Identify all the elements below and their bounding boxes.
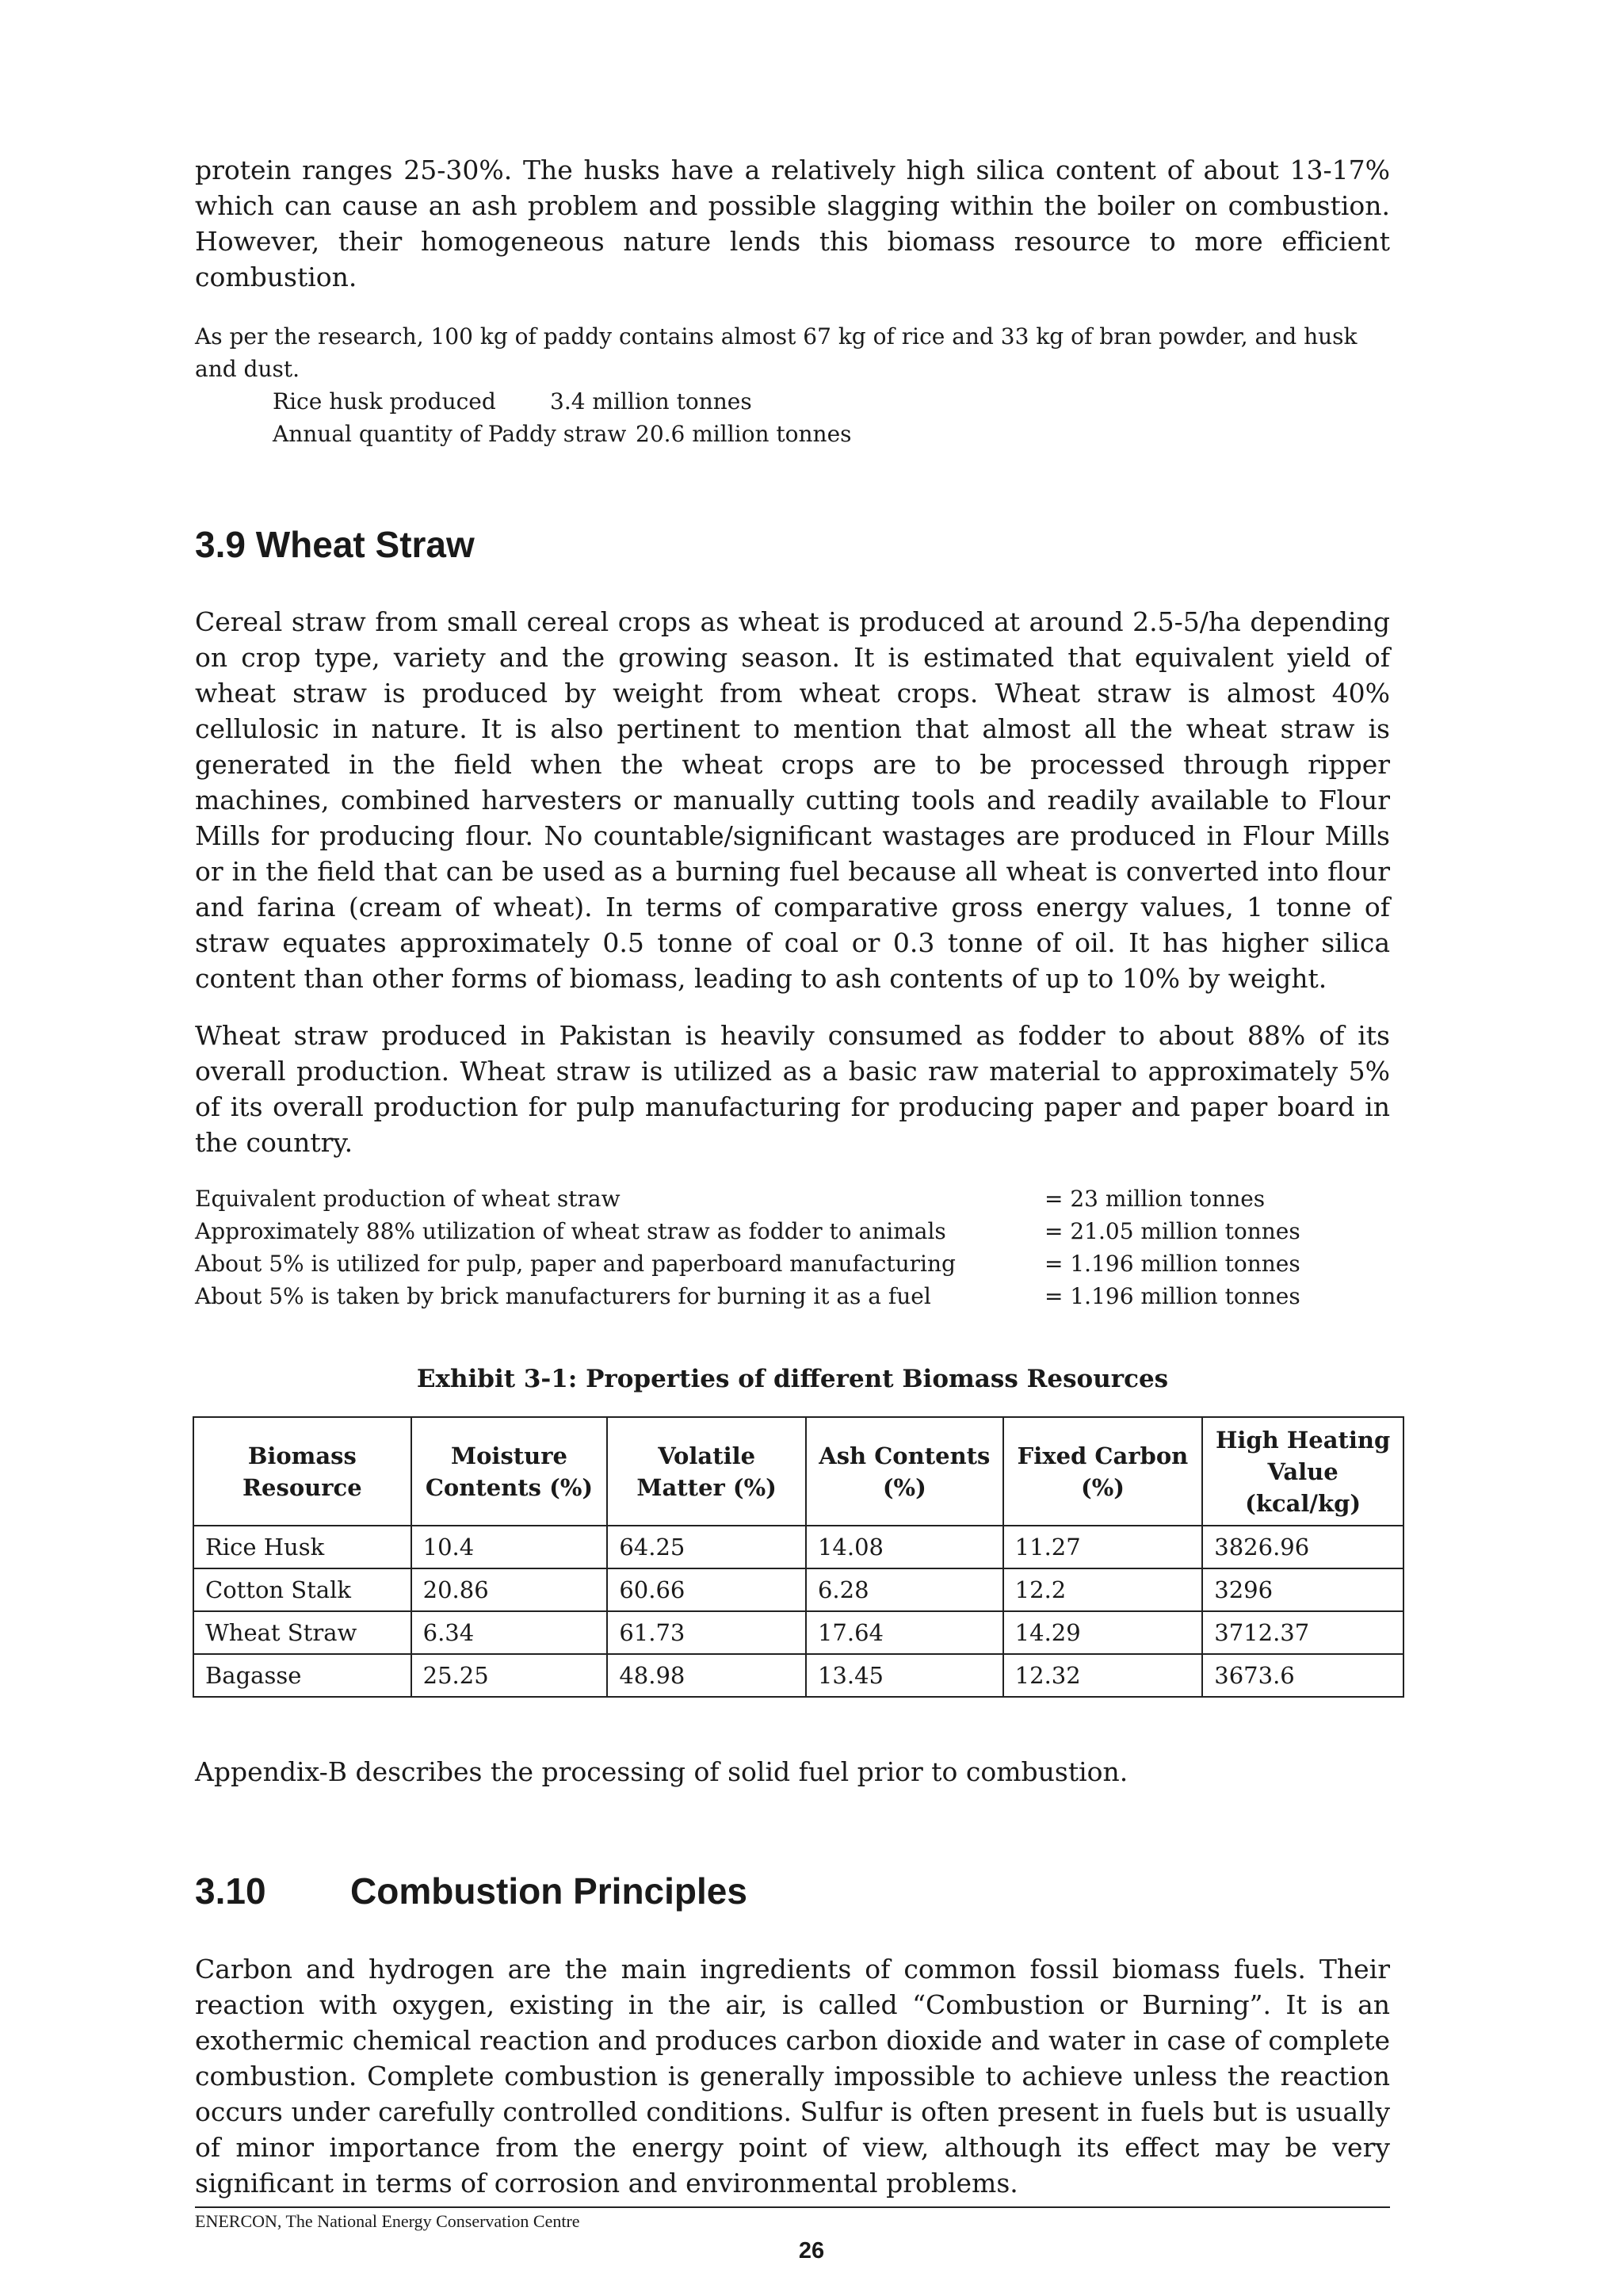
wheat-stat-label: Equivalent production of wheat straw: [195, 1186, 621, 1212]
stat-label: Annual quantity of Paddy straw: [273, 421, 627, 447]
wheat-stat-value: = 1.196 million tonnes: [1044, 1251, 1300, 1277]
table-cell: 11.27: [1003, 1526, 1203, 1568]
table-cell: 14.29: [1003, 1611, 1203, 1654]
column-header: Ash Contents (%): [806, 1417, 1003, 1526]
table-cell: Bagasse: [193, 1654, 411, 1697]
stat-label: Rice husk produced: [273, 388, 496, 415]
wheat-stat-value: = 21.05 million tonnes: [1044, 1218, 1300, 1244]
table-cell: 3673.6: [1202, 1654, 1403, 1697]
table-cell: 48.98: [607, 1654, 806, 1697]
table-cell: 25.25: [411, 1654, 608, 1697]
page-number: 26: [798, 2238, 825, 2264]
table-cell: 6.34: [411, 1611, 608, 1654]
footer-organization: ENERCON, The National Energy Conservation Centre: [195, 2211, 580, 2231]
wheat-stat-label: About 5% is taken by brick manufacturers for burning it as a fuel: [195, 1283, 931, 1309]
table-cell: Wheat Straw: [193, 1611, 411, 1654]
table-row: [193, 1526, 1403, 1568]
table-cell: Cotton Stalk: [193, 1568, 411, 1611]
wheat-stat-label: Approximately 88% utilization of wheat straw as fodder to animals: [195, 1218, 946, 1244]
column-header: Volatile Matter (%): [607, 1417, 806, 1526]
wheat-paragraph-1: Cereal straw from small cereal crops as wheat is produced at around 2.5-5/ha depending on crop type, variety and the growing season. It is estimated that equivalent yield of wheat straw is produced by weight from wheat crops. Wheat straw is almost 40% cellulosic in nature. It is also pertinent to mention that almost all the wheat straw is generated in the field when the wheat crops are to be processed through ripper machines, combined harvesters or manually cutting tools and readily available to Flour Mills for producing flour. No countable/significant wastages are produced in Flour Mills or in the field that can be used as a burning fuel because all wheat is converted into flour and farina (cream of wheat). In terms of comparative gross energy values, 1 tonne of straw equates approximately 0.5 tonne of coal or 0.3 tonne of oil. It has higher silica content than other forms of biomass, leading to ash contents of up to 10% by weight.: [195, 606, 1390, 994]
section-heading-wheat-straw: 3.9 Wheat Straw: [195, 524, 475, 565]
table-cell: 13.45: [806, 1654, 1003, 1697]
intro-paragraph: protein ranges 25-30%. The husks have a relatively high silica content of about 13-17% which can cause an ash problem and possible slagging within the boiler on combustion. However, their homogeneous nature lends this biomass resource to more efficient combustion.: [195, 155, 1390, 292]
section-number-combustion: 3.10: [195, 1870, 266, 1912]
table-cell: 3712.37: [1202, 1611, 1403, 1654]
table-row: [193, 1654, 1403, 1697]
table-cell: 64.25: [607, 1526, 806, 1568]
table-cell: 17.64: [806, 1611, 1003, 1654]
appendix-note: Appendix-B describes the processing of solid fuel prior to combustion.: [195, 1756, 1128, 1787]
wheat-paragraph-2: Wheat straw produced in Pakistan is heavily consumed as fodder to about 88% of its overall production. Wheat straw is utilized as a basic raw material to approximately 5% of its overall production for pulp manufacturing for producing paper and paper board in the country.: [195, 1020, 1390, 1158]
column-header: Fixed Carbon (%): [1003, 1417, 1203, 1526]
table-cell: 3296: [1202, 1568, 1403, 1611]
table-header-row: [193, 1417, 1403, 1526]
wheat-stat-value: = 1.196 million tonnes: [1044, 1283, 1300, 1309]
column-header: Biomass Resource: [193, 1417, 411, 1526]
wheat-stat-label: About 5% is utilized for pulp, paper and paperboard manufacturing: [195, 1251, 956, 1277]
stat-value: 20.6 million tonnes: [636, 421, 852, 447]
table-cell: 12.2: [1003, 1568, 1203, 1611]
table-cell: Rice Husk: [193, 1526, 411, 1568]
table-cell: 12.32: [1003, 1654, 1203, 1697]
table-cell: 3826.96: [1202, 1526, 1403, 1568]
wheat-stat-value: = 23 million tonnes: [1044, 1186, 1266, 1212]
table-cell: 6.28: [806, 1568, 1003, 1611]
research-note: As per the research, 100 kg of paddy contains almost 67 kg of rice and 33 kg of bran powder, and husk and dust.: [195, 323, 1358, 382]
table-row: [193, 1611, 1403, 1654]
table-cell: 20.86: [411, 1568, 608, 1611]
column-header: High Heating Value (kcal/kg): [1202, 1417, 1403, 1526]
column-header: Moisture Contents (%): [411, 1417, 608, 1526]
exhibit-caption: Exhibit 3-1: Properties of different Biomass Resources: [416, 1365, 1169, 1393]
footer-divider: [195, 2206, 1390, 2208]
stat-value: 3.4 million tonnes: [550, 388, 752, 415]
table-row: [193, 1568, 1403, 1611]
table-cell: 14.08: [806, 1526, 1003, 1568]
table-cell: 61.73: [607, 1611, 806, 1654]
biomass-properties-table: [193, 1416, 1404, 1698]
section-title-combustion: Combustion Principles: [350, 1870, 747, 1912]
table-cell: 60.66: [607, 1568, 806, 1611]
combustion-paragraph: Carbon and hydrogen are the main ingredients of common fossil biomass fuels. Their reaction with oxygen, existing in the air, is called “Combustion or Burning”. It is an exothermic chemical reaction and produces carbon dioxide and water in case of complete combustion. Complete combustion is generally impossible to achieve unless the reaction occurs under carefully controlled conditions. Sulfur is often present in fuels but is usually of minor importance from the energy point of view, although its effect may be very significant in terms of corrosion and environmental problems.: [195, 1954, 1390, 2199]
table-cell: 10.4: [411, 1526, 608, 1568]
